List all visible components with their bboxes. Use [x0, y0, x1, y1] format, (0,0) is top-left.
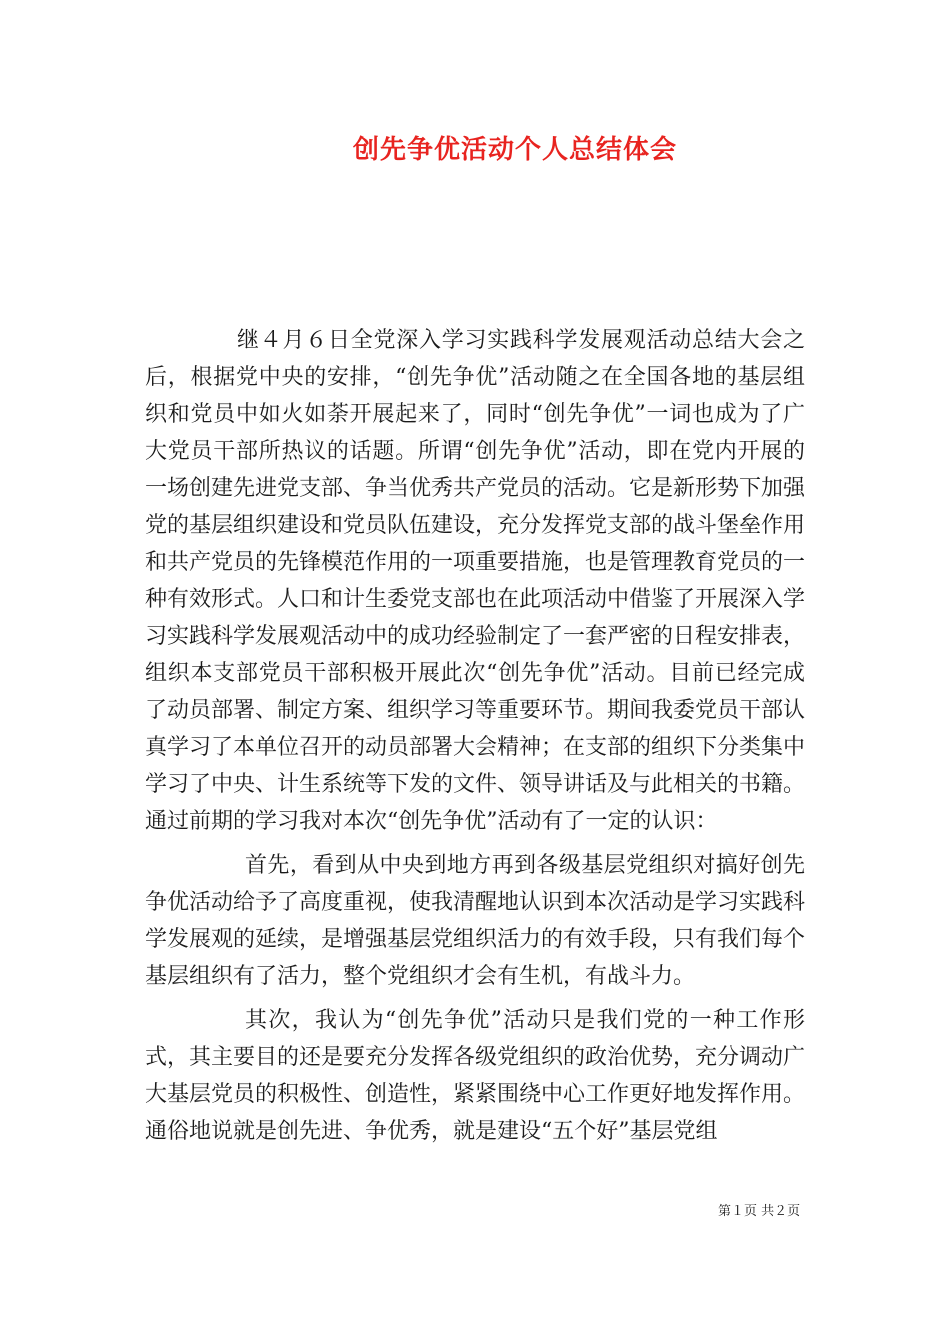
- body-paragraph-second-point: 其次，我认为“创先争优”活动只是我们党的一种工作形式，其主要目的还是要充分发挥各级党组织的政治优势，充分调动广大基层党员的积极性、创造性，紧紧围绕中心工作更好地发挥作用。通俗地说就是创先进、争优秀，就是建设“五个好”基层党组: [145, 1008, 806, 1144]
- document-body: [145, 322, 805, 1150]
- document-title: 创先争优活动个人总结体会: [352, 135, 677, 165]
- body-paragraph-intro: 继４月６日全党深入学习实践科学发展观活动总结大会之后，根据党中央的安排，“创先争优”活动随之在全国各地的基层组织和党员中如火如荼开展起来了，同时“创先争优”一词也成为了广大党员干部所热议的话题。所谓“创先争优”活动，即在党内开展的一场创建先进党支部、争当优秀共产党员的活动。它是新形势下加强党的基层组织建设和党员队伍建设，充分发挥党支部的战斗堡垒作用和共产党员的先锋模范作用的一项重要措施，也是管理教育党员的一种有效形式。人口和计生委党支部也在此项活动中借鉴了开展深入学习实践科学发展观活动中的成功经验制定了一套严密的日程安排表，组织本支部党员干部积极开展此次“创先争优”活动。目前已经完成了动员部署、制定方案、组织学习等重要环节。期间我委党员干部认真学习了本单位召开的动员部署大会精神；在支部的组织下分类集中学习了中央、计生系统等下发的文件、领导讲话及与此相关的书籍。通过前期的学习我对本次“创先争优”活动有了一定的认识：: [145, 328, 806, 834]
- page-number-footer: 第１页 共２页: [718, 1204, 801, 1219]
- body-paragraph-first-point: 首先，看到从中央到地方再到各级基层党组织对搞好创先争优活动给予了高度重视，使我清醒地认识到本次活动是学习实践科学发展观的延续，是增强基层党组织活力的有效手段，只有我们每个基层组织有了活力，整个党组织才会有生机，有战斗力。: [145, 853, 806, 989]
